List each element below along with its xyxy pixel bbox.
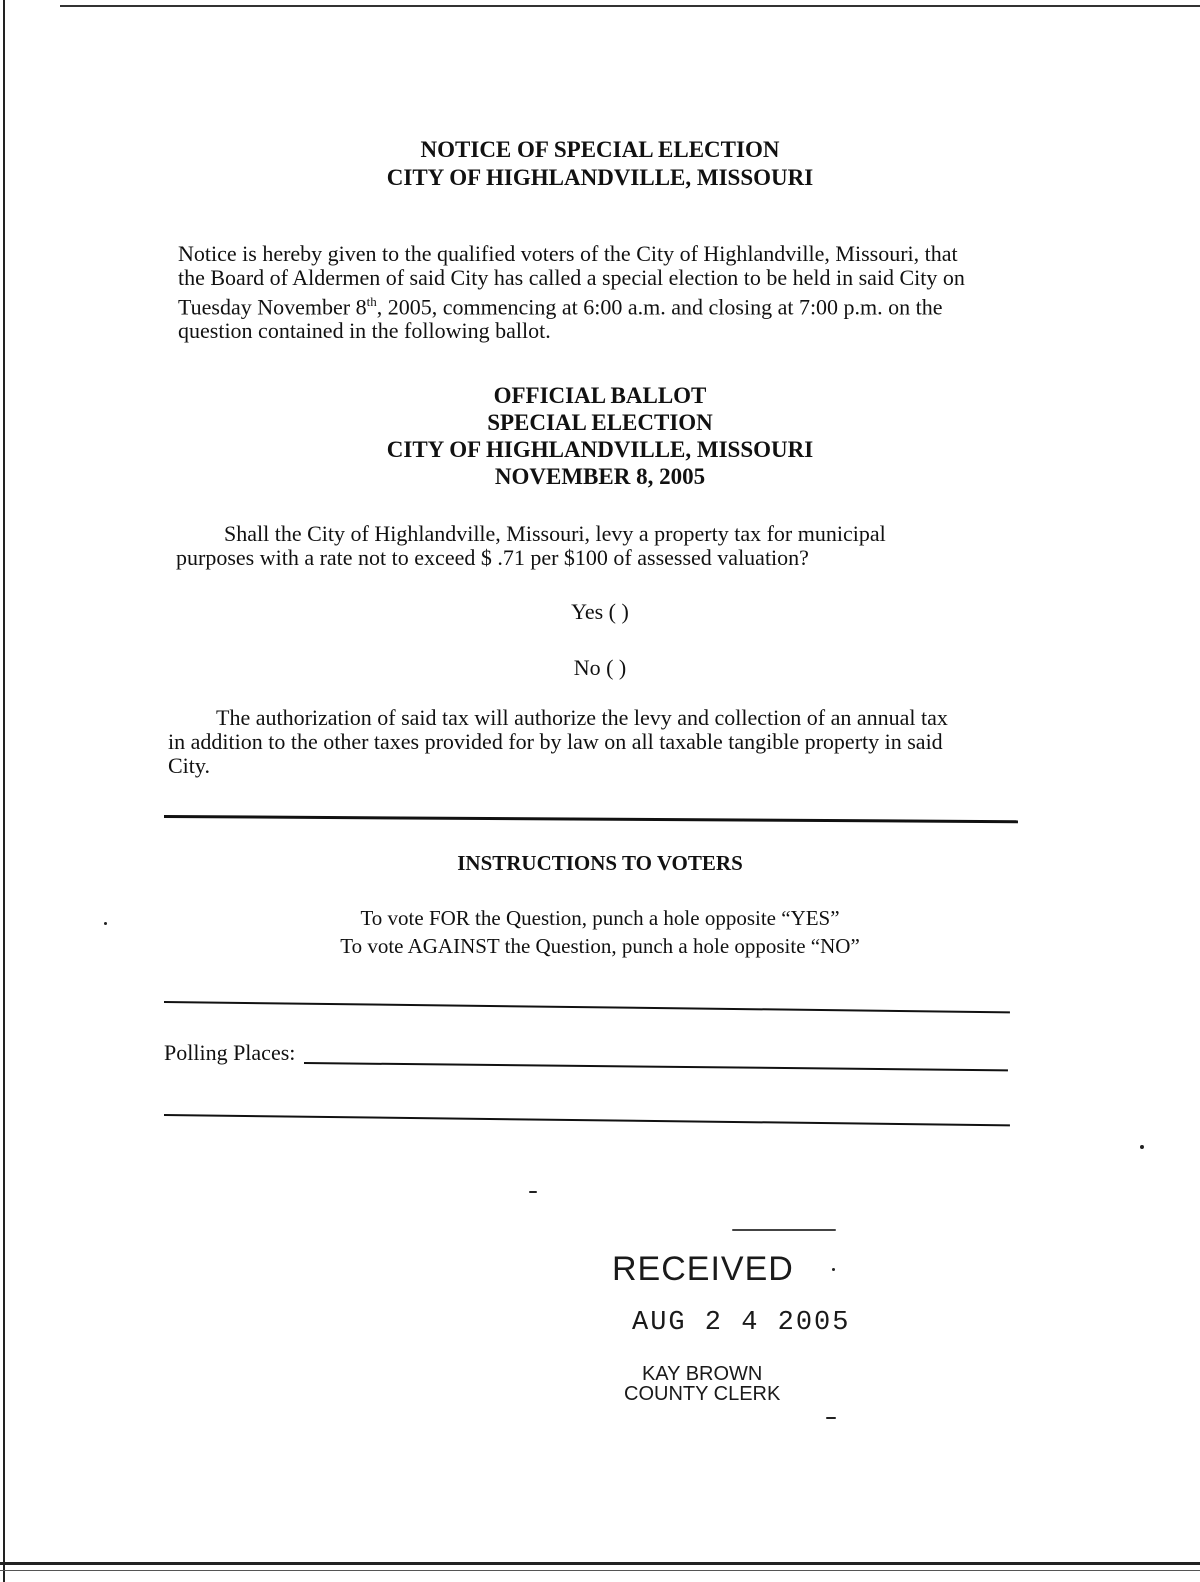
notice-body <box>178 242 965 343</box>
authorization-paragraph <box>168 706 948 778</box>
notice-body-line2 <box>178 266 965 290</box>
instructions-line2: To vote AGAINST the Question, punch a hole opposite “NO” <box>340 934 860 958</box>
ballot-question <box>176 522 886 570</box>
scan-edge-left <box>3 0 5 1582</box>
ballot-question-line2: purposes with a rate not to exceed $ .71 per $100 of assessed valuation? <box>176 545 809 570</box>
authorization-line3: City. <box>168 753 210 778</box>
scan-edge-top <box>60 5 1200 7</box>
ballot-heading-line3: CITY OF HIGHLANDVILLE, MISSOURI <box>386 437 814 462</box>
notice-title-line1: NOTICE OF SPECIAL ELECTION <box>420 137 780 162</box>
ballot-heading-line1: OFFICIAL BALLOT <box>493 383 707 408</box>
instructions-line1: To vote FOR the Question, punch a hole opposite “YES” <box>360 906 840 930</box>
authorization-line1: The authorization of said tax will authorize the levy and collection of an annual tax <box>216 705 948 730</box>
ballot-heading-line2: SPECIAL ELECTION <box>487 410 713 435</box>
notice-body-line1: Notice is hereby given to the qualified voters of the City of Highlandville, Missouri, that <box>178 241 958 266</box>
section-divider <box>164 815 1018 823</box>
notice-body-line3 <box>178 290 965 319</box>
received-stamp-name <box>624 1364 780 1404</box>
blank-line-1 <box>164 1001 1010 1013</box>
scan-speck <box>1140 1145 1144 1149</box>
scan-edge-bottom-secondary <box>0 1570 1200 1571</box>
notice-body-line3-end: , 2005, commencing at 6:00 a.m. and closing at 7:00 p.m. on the <box>376 294 943 320</box>
scan-speck <box>529 1191 537 1193</box>
scan-speck <box>832 1268 835 1271</box>
stamp-name-line2: COUNTY CLERK <box>624 1383 781 1405</box>
authorization-line2: in addition to the other taxes provided for by law on all taxable tangible property in said <box>168 729 943 754</box>
scan-speck <box>104 922 107 925</box>
scan-speck <box>732 1229 836 1231</box>
notice-body-line2-text: the Board of Aldermen of said City has called a special election to be held in said City on <box>178 265 965 290</box>
notice-title-line2: CITY OF HIGHLANDVILLE, MISSOURI <box>386 165 814 190</box>
scan-edge-bottom <box>0 1562 1200 1565</box>
ballot-option-no: No ( ) <box>573 655 627 680</box>
polling-places-blank <box>304 1062 1008 1071</box>
blank-line-2 <box>164 1114 1010 1126</box>
received-stamp: RECEIVED <box>612 1250 794 1288</box>
ballot-question-line1: Shall the City of Highlandville, Missouri, levy a property tax for municipal <box>224 521 886 546</box>
ballot-heading-line4: NOVEMBER 8, 2005 <box>494 464 706 489</box>
polling-places-label: Polling Places: <box>164 1040 296 1065</box>
scan-speck <box>826 1417 836 1419</box>
notice-body-line4: question contained in the following ballot. <box>178 318 551 344</box>
ballot-option-yes: Yes ( ) <box>571 599 629 624</box>
received-stamp-date: AUG 2 4 2005 <box>632 1308 851 1338</box>
notice-body-line3-start: Tuesday November 8 <box>178 294 367 320</box>
instructions-heading: INSTRUCTIONS TO VOTERS <box>457 851 743 875</box>
notice-body-ordinal: th <box>366 294 377 309</box>
stamp-name-line1: KAY BROWN <box>641 1363 763 1385</box>
